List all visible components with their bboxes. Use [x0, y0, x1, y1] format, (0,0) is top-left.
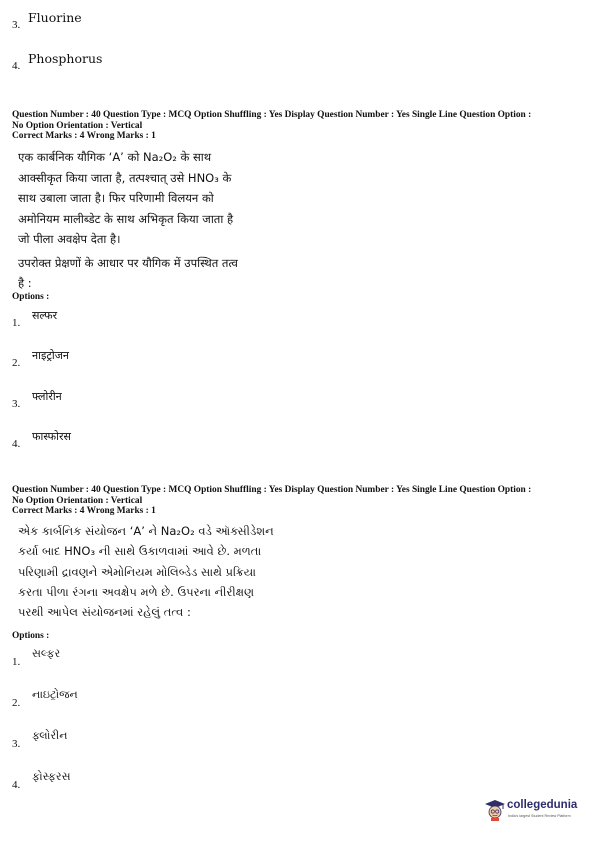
- logo-tagline: India's largest Student Review Platform: [508, 814, 571, 818]
- option-text: ફોસ્ફરસ: [32, 770, 71, 783]
- question-meta-gujarati: [12, 485, 584, 517]
- option-text: ફ્લોરીન: [32, 729, 68, 742]
- options-label: Options :: [12, 631, 50, 641]
- option-number: 3.: [12, 19, 21, 31]
- question-line: आक्सीकृत किया जाता है, तत्पश्चात् उसे HNO₃ के: [18, 170, 232, 185]
- meta-line: Question Number : 40 Question Type : MCQ Option Shuffling : Yes Display Question Number : Yes Single Line Question Option :: [12, 110, 532, 120]
- meta-line: Question Number : 40 Question Type : MCQ Option Shuffling : Yes Display Question Number : Yes Single Line Question Option :: [12, 485, 532, 495]
- logo-name: collegedunia: [507, 799, 578, 811]
- option-number: 3.: [12, 738, 21, 750]
- option-text: फास्फोरस: [32, 430, 71, 443]
- option-text: सल्फर: [32, 309, 58, 322]
- question-line: एक कार्बनिक यौगिक ‘A’ को Na₂O₂ के साथ: [18, 150, 212, 164]
- option-text: नाइट्रोजन: [32, 349, 70, 362]
- question-line: है :: [18, 276, 32, 290]
- graduate-mascot-icon: [484, 799, 506, 821]
- option-number: 1.: [12, 317, 21, 329]
- question-line: अमोनियम मालीब्डेट के साथ अभिकृत किया जाता है: [18, 211, 234, 226]
- option-number: 3.: [12, 398, 21, 410]
- option-number: 2.: [12, 697, 21, 709]
- option-number: 2.: [12, 357, 21, 369]
- question-line: પરથી આપેલ સંયોજનમાં રહેલું તત્વ :: [18, 605, 191, 620]
- collegedunia-logo[interactable]: [484, 797, 592, 827]
- option-text: સલ્ફર: [32, 647, 61, 660]
- marks-line: Correct Marks : 4 Wrong Marks : 1: [12, 131, 156, 141]
- option-text: Phosphorus: [28, 51, 103, 66]
- question-line: પરિણામી દ્રાવણને એમોનિયમ મોલિબ્ડેડ સાથે પ્રક્રિયા: [18, 564, 256, 579]
- meta-line: No Option Orientation : Vertical: [12, 495, 143, 506]
- option-number: 4.: [12, 60, 21, 72]
- question-meta-hindi: [12, 110, 584, 142]
- option-number: 4.: [12, 779, 21, 791]
- option-number: 4.: [12, 438, 21, 450]
- question-body-gujarati: [18, 521, 273, 622]
- question-line: કરતા પીળા રંગના અવક્ષેપ મળે છે. ઉપરના નીરીક્ષણ: [18, 584, 255, 599]
- option-text: નાઇટ્રોજન: [32, 688, 78, 701]
- question-line: जो पीला अवक्षेप देता है।: [18, 232, 121, 246]
- question-line: उपरोक्त प्रेक्षणों के आधार पर यौगिक में उपस्थित तत्व: [18, 255, 238, 270]
- option-text: Fluorine: [28, 10, 82, 25]
- question-line: એક કાર્બનિક સંયોજન ‘A’ ને Na₂O₂ વડે ઑક્સીડેશન: [18, 524, 274, 538]
- marks-line: Correct Marks : 4 Wrong Marks : 1: [12, 506, 156, 516]
- question-body-hindi: [18, 147, 273, 294]
- option-text: फ्लोरीन: [32, 390, 62, 403]
- question-line: કર્યા બાદ HNO₃ ની સાથે ઉકાળવામાં આવે છે. મળતા: [18, 544, 262, 559]
- options-label: Options :: [12, 292, 50, 302]
- question-line: साथ उबाला जाता है। फिर परिणामी विलयन को: [18, 191, 214, 205]
- option-number: 1.: [12, 656, 21, 668]
- meta-line: No Option Orientation : Vertical: [12, 120, 143, 131]
